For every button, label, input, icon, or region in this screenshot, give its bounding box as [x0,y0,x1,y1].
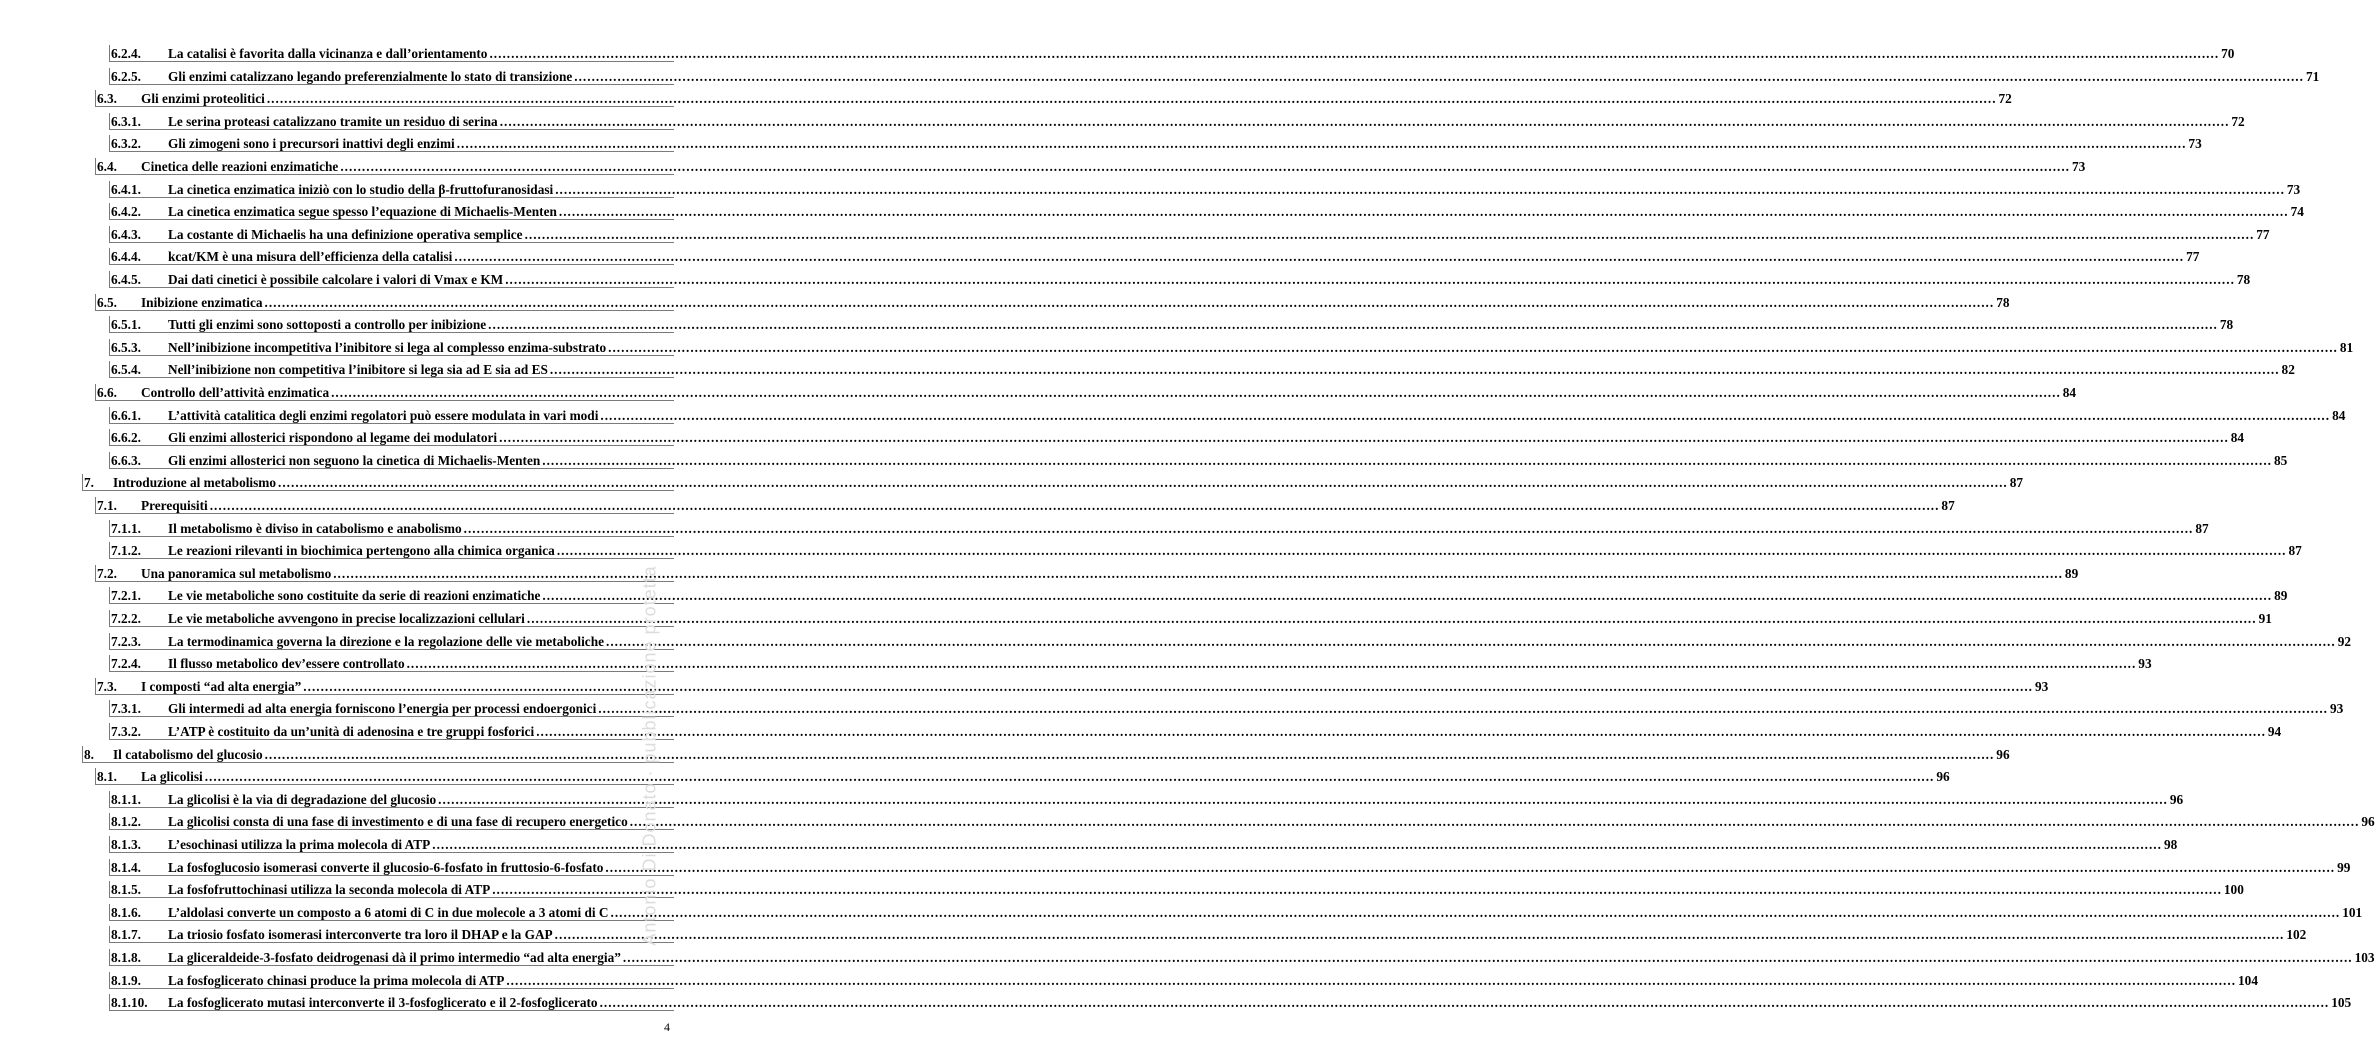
toc-link-edge [109,813,110,830]
toc-dot-leader: ................................................................................................................................................................................................................................................................................................................................................................................................................ [266,91,1997,107]
toc-dot-leader: ................................................................................................................................................................................................................................................................................................................................................................................................................ [556,543,2287,559]
toc-entry[interactable] [111,200,2304,220]
toc-dot-leader: ................................................................................................................................................................................................................................................................................................................................................................................................................ [278,475,2008,491]
toc-entry-page: 77 [2256,226,2270,242]
toc-entry-page: 99 [2337,859,2351,875]
watermark-text: Antonio Di Donato · pubblicazione protetta [639,564,660,946]
toc-entry-number: 8.1.5. [111,882,141,898]
toc-entry-title: La gliceraldeide-3-fosfato deidrogenasi dà il primo intermedio “ad alta energia” [168,950,621,965]
toc-link-edge [95,294,96,311]
toc-entry-page: 91 [2258,611,2272,626]
toc-entry-title: La termodinamica governa la direzione e la regolazione delle vie metaboliche [168,633,605,649]
toc-entry-number: 6.5.1. [111,317,141,333]
toc-link-edge [95,158,96,175]
toc-entry-title: Gli enzimi proteolitici [141,91,265,107]
toc-entry-title: La glicolisi consta di una fase di investimento e di una fase di recupero energetico [168,814,628,830]
toc-dot-leader: ................................................................................................................................................................................................................................................................................................................................................................................................................ [438,791,2168,807]
toc-link-edge [109,655,110,672]
toc-entry[interactable] [111,426,2245,446]
watermark [640,520,660,990]
toc-dot-leader: ................................................................................................................................................................................................................................................................................................................................................................................................................ [303,678,2033,694]
toc-link-edge [109,904,110,921]
toc-link-edge [109,881,110,898]
toc-entry-title: Nell’inibizione incompetitiva l’inibitore si lega al complesso enzima-substrato [168,339,607,355]
toc-entry-title: La fosfoglicerato chinasi produce la prima molecola di ATP [168,972,505,988]
toc-dot-leader: ................................................................................................................................................................................................................................................................................................................................................................................................................ [506,972,2237,988]
toc-entry-page: 93 [2034,678,2049,694]
toc-entry-number: 7.2. [97,565,117,581]
toc-entry[interactable] [97,675,2049,695]
toc-dot-leader: ................................................................................................................................................................................................................................................................................................................................................................................................................ [599,995,2330,1011]
toc-entry-page: 70 [2221,46,2235,61]
toc-dot-leader: ................................................................................................................................................................................................................................................................................................................................................................................................................ [542,588,2273,604]
toc-entry-page: 82 [2281,362,2295,378]
toc-dot-leader: ................................................................................................................................................................................................................................................................................................................................................................................................................ [340,159,2070,174]
toc-link-edge [109,45,110,62]
toc-dot-leader: ................................................................................................................................................................................................................................................................................................................................................................................................................ [606,633,2336,649]
toc-entry-page: 78 [2236,272,2251,287]
toc-entry-page: 74 [2290,204,2304,220]
toc-dot-leader: ................................................................................................................................................................................................................................................................................................................................................................................................................ [526,611,2257,626]
toc-entry-page: 96 [1996,746,2010,762]
toc-entry-page: 84 [2062,385,2077,400]
toc-entry-title: La fosfofruttochinasi utilizza la seconda molecola di ATP [168,882,491,898]
toc-dot-leader: ................................................................................................................................................................................................................................................................................................................................................................................................................ [524,226,2255,242]
toc-entry-number: 7.2.3. [111,633,141,649]
toc-entry-page: 84 [2332,407,2346,423]
toc-entry[interactable] [97,87,2012,107]
toc-entry-title: Il catabolismo del glucosio [113,746,263,762]
toc-entry-title: Dai dati cinetici è possibile calcolare i valori di Vmax e KM [168,272,504,287]
toc-entry-page: 93 [2138,656,2152,672]
toc-link-edge [109,226,110,243]
toc-entry-title: Inibizione enzimatica [141,294,263,310]
toc-entry-number: 6.6.3. [111,452,141,468]
toc-entry-number: 8.1.8. [111,950,141,965]
toc-entry[interactable] [111,720,2282,740]
toc-dot-leader: ................................................................................................................................................................................................................................................................................................................................................................................................................ [558,204,2289,220]
toc-entry[interactable] [84,471,2024,491]
toc-entry-page: 73 [2188,136,2202,152]
toc-entry-page: 85 [2273,452,2288,468]
toc-link-edge [109,452,110,469]
toc-dot-leader: ................................................................................................................................................................................................................................................................................................................................................................................................................ [574,68,2304,84]
toc-link-edge [109,836,110,853]
toc-entry[interactable] [111,901,2363,921]
toc-entry-page: 100 [2223,882,2244,898]
toc-entry-title: L’attività catalitica degli enzimi regolatori può essere modulata in vari modi [168,407,599,423]
toc-entry-number: 6.6.2. [111,430,141,446]
toc-entry-page: 78 [2219,317,2234,333]
toc-dot-leader: ................................................................................................................................................................................................................................................................................................................................................................................................................ [432,837,2162,852]
toc-dot-leader: ................................................................................................................................................................................................................................................................................................................................................................................................................ [608,339,2338,355]
toc-link-edge [109,994,110,1011]
toc-entry[interactable] [97,765,1950,785]
toc-entry-number: 6.4.3. [111,226,141,242]
toc-entry-title: La glicolisi [141,769,203,785]
toc-entry[interactable] [111,539,2302,559]
toc-entry-number: 6.2.4. [111,46,141,61]
toc-dot-leader: ................................................................................................................................................................................................................................................................................................................................................................................................................ [456,136,2187,152]
toc-entry[interactable] [111,833,2178,853]
toc-link-edge [109,68,110,85]
toc-entry-number: 6.6.1. [111,407,141,423]
toc-entry-number: 6.3.1. [111,113,141,129]
toc-entry[interactable] [111,584,2288,604]
toc-entry-title: Tutti gli enzimi sono sottoposti a controllo per inibizione [168,317,487,333]
toc-entry-title: La fosfoglicerato mutasi interconverte il 3-fosfoglicerato e il 2-fosfoglicerato [168,995,598,1011]
toc-entry-title: Le vie metaboliche sono costituite da serie di reazioni enzimatiche [168,588,541,604]
toc-link-edge [109,926,110,943]
page-number: 4 [664,1020,670,1034]
toc-dot-leader: ................................................................................................................................................................................................................................................................................................................................................................................................................ [333,565,2063,581]
toc-entry[interactable] [111,336,2354,356]
toc-entry-page: 73 [2286,181,2301,197]
toc-entry-number: 8.1.1. [111,791,141,807]
toc-dot-leader: ................................................................................................................................................................................................................................................................................................................................................................................................................ [463,520,2194,536]
toc-dot-leader: ................................................................................................................................................................................................................................................................................................................................................................................................................ [488,317,2218,333]
toc-entry-title: Gli enzimi catalizzano legando preferenzialmente lo stato di transizione [168,68,573,84]
toc-entry[interactable] [111,449,2288,469]
toc-link-edge [109,520,110,537]
toc-entry-title: Introduzione al metabolismo [113,475,277,491]
toc-link-edge [109,542,110,559]
toc-entry-number: 8. [84,746,94,762]
toc-entry-title: Il metabolismo è diviso in catabolismo e anabolismo [168,520,462,536]
toc-entry-number: 7.3.2. [111,724,141,739]
toc-link-edge [95,384,96,401]
toc-entry[interactable] [111,878,2244,898]
toc-dot-leader: ................................................................................................................................................................................................................................................................................................................................................................................................................ [622,950,2353,965]
toc-entry[interactable] [111,42,2235,62]
toc-entry-title: Il flusso metabolico dev’essere controllato [168,656,405,672]
toc-entry-number: 6.5.4. [111,362,141,378]
toc-entry-page: 101 [2342,904,2363,920]
toc-entry[interactable] [111,178,2301,198]
toc-entry[interactable] [111,404,2346,424]
toc-dot-leader: ................................................................................................................................................................................................................................................................................................................................................................................................................ [549,362,2280,378]
toc-entry[interactable] [111,991,2352,1011]
toc-entry-number: 7. [84,475,94,491]
toc-link-edge [82,746,83,763]
toc-entry-title: Le serina proteasi catalizzano tramite un residuo di serina [168,113,498,129]
toc-entry[interactable] [97,291,2010,311]
toc-entry[interactable] [111,358,2295,378]
toc-link-edge [82,474,83,491]
toc-dot-leader: ................................................................................................................................................................................................................................................................................................................................................................................................................ [264,746,1995,762]
toc-link-edge [109,271,110,288]
toc-entry-title: Prerequisiti [141,498,208,513]
toc-entry[interactable] [111,923,2307,943]
toc-entry-number: 7.1.2. [111,543,141,559]
toc-dot-leader: ................................................................................................................................................................................................................................................................................................................................................................................................................ [499,113,2230,129]
toc-entry-number: 6.3. [97,91,117,107]
toc-entry-page: 87 [1941,498,1955,513]
toc-dot-leader: ................................................................................................................................................................................................................................................................................................................................................................................................................ [555,181,2285,197]
toc-entry-page: 94 [2267,724,2282,739]
toc-entry-number: 7.3. [97,678,117,694]
toc-link-edge [109,791,110,808]
toc-dot-leader: ................................................................................................................................................................................................................................................................................................................................................................................................................ [598,701,2328,717]
toc-entry-number: 7.2.2. [111,611,141,626]
toc-link-edge [109,135,110,152]
toc-entry-number: 6.4. [97,159,117,174]
toc-entry-number: 6.3.2. [111,136,141,152]
toc-entry-title: Gli enzimi allosterici non seguono la cinetica di Michaelis-Menten [168,452,541,468]
toc-entry-number: 6.5. [97,294,117,310]
toc-entry-number: 7.3.1. [111,701,141,717]
toc-entry[interactable] [84,743,2010,763]
toc-entry-page: 89 [2064,565,2079,581]
toc-link-edge [109,587,110,604]
toc-dot-leader: ................................................................................................................................................................................................................................................................................................................................................................................................................ [629,814,2360,830]
toc-entry-number: 6.4.5. [111,272,141,287]
toc-dot-leader: ................................................................................................................................................................................................................................................................................................................................................................................................................ [600,407,2331,423]
toc-link-edge [109,181,110,198]
toc-entry[interactable] [111,245,2200,265]
toc-link-edge [109,633,110,650]
toc-entry-number: 8.1.7. [111,927,141,943]
toc-entry-page: 96 [1936,769,1950,785]
toc-entry-title: La triosio fosfato isomerasi interconverte tra loro il DHAP e la GAP [168,927,553,943]
toc-entry-number: 8.1.2. [111,814,141,830]
toc-entry[interactable] [97,155,2086,175]
toc-entry-title: Una panoramica sul metabolismo [141,565,332,581]
toc-link-edge [109,407,110,424]
toc-entry-page: 81 [2339,339,2354,355]
toc-entry[interactable] [111,110,2245,130]
toc-link-edge [109,316,110,333]
toc-dot-leader: ................................................................................................................................................................................................................................................................................................................................................................................................................ [492,882,2222,898]
toc-entry-title: Gli zimogeni sono i precursori inattivi degli enzimi [168,136,455,152]
toc-link-edge [95,678,96,695]
toc-entry[interactable] [111,65,2320,85]
toc-entry-page: 78 [1996,294,2010,310]
toc-entry-number: 8.1.3. [111,837,141,852]
toc-link-edge [95,768,96,785]
toc-entry[interactable] [111,946,2375,966]
toc-dot-leader: ................................................................................................................................................................................................................................................................................................................................................................................................................ [536,724,2266,739]
toc-entry-number: 8.1.10. [111,995,148,1011]
toc-entry-page: 103 [2354,950,2375,965]
toc-entry-number: 6.4.4. [111,249,141,265]
toc-entry-page: 102 [2286,927,2307,943]
toc-entry[interactable] [111,810,2375,830]
toc-entry-page: 92 [2337,633,2351,649]
toc-entry-title: La fosfoglucosio isomerasi converte il glucosio-6-fosfato in fruttosio-6-fosfato [168,859,604,875]
toc-dot-leader: ................................................................................................................................................................................................................................................................................................................................................................................................................ [264,294,1995,310]
toc-entry[interactable] [97,494,1955,514]
toc-dot-leader: ................................................................................................................................................................................................................................................................................................................................................................................................................ [454,249,2185,265]
toc-entry-title: Le reazioni rilevanti in biochimica pertengono alla chimica organica [168,543,555,559]
toc-entry-title: La cinetica enzimatica iniziò con lo studio della β-fruttofuranosidasi [168,181,554,197]
toc-dot-leader: ................................................................................................................................................................................................................................................................................................................................................................................................................ [331,385,2061,400]
toc-link-edge [109,203,110,220]
toc-link-edge [109,949,110,966]
toc-dot-leader: ................................................................................................................................................................................................................................................................................................................................................................................................................ [406,656,2137,672]
toc-entry-title: Controllo dell’attività enzimatica [141,385,330,400]
toc-link-edge [95,565,96,582]
toc-entry[interactable] [111,856,2351,876]
toc-link-edge [109,610,110,627]
toc-link-edge [109,859,110,876]
toc-dot-leader: ................................................................................................................................................................................................................................................................................................................................................................................................................ [204,769,1935,785]
toc-entry-number: 7.2.1. [111,588,141,604]
toc-entry[interactable] [111,132,2202,152]
toc-entry[interactable] [111,652,2152,672]
toc-dot-leader: ................................................................................................................................................................................................................................................................................................................................................................................................................ [554,927,2285,943]
toc-entry[interactable] [111,313,2234,333]
toc-entry-title: L’ATP è costituito da un’unità di adenosina e tre gruppi fosforici [168,724,535,739]
toc-entry-page: 87 [2009,475,2024,491]
toc-entry-number: 6.2.5. [111,68,141,84]
toc-dot-leader: ................................................................................................................................................................................................................................................................................................................................................................................................................ [542,452,2272,468]
toc-entry[interactable] [111,788,2184,808]
toc-entry-title: Le vie metaboliche avvengono in precise localizzazioni cellulari [168,611,525,626]
toc-entry[interactable] [111,517,2209,537]
toc-entry-page: 73 [2072,159,2086,174]
toc-entry-page: 71 [2305,68,2320,84]
toc-entry-title: La glicolisi è la via di degradazione del glucosio [168,791,437,807]
toc-dot-leader: ................................................................................................................................................................................................................................................................................................................................................................................................................ [505,272,2235,287]
toc-link-edge [109,113,110,130]
toc-dot-leader: ................................................................................................................................................................................................................................................................................................................................................................................................................ [610,904,2341,920]
toc-entry[interactable] [97,562,2079,582]
toc-entry-number: 6.4.1. [111,181,141,197]
toc-dot-leader: ................................................................................................................................................................................................................................................................................................................................................................................................................ [209,498,1940,513]
toc-entry[interactable] [111,697,2344,717]
toc-entry-number: 8.1.4. [111,859,141,875]
toc-entry-page: 93 [2329,701,2344,717]
toc-entry-title: I composti “ad alta energia” [141,678,302,694]
toc-entry-number: 6.5.3. [111,339,141,355]
toc-entry-title: Gli enzimi allosterici rispondono al legame dei modulatori [168,430,498,446]
toc-entry-number: 6.6. [97,385,117,400]
toc-link-edge [109,429,110,446]
toc-entry-page: 98 [2163,837,2178,852]
toc-entry-page: 105 [2331,995,2352,1011]
toc-entry-page: 96 [2169,791,2184,807]
toc-entry-number: 8.1.9. [111,972,141,988]
toc-entry[interactable] [111,268,2251,288]
toc-entry-number: 8.1.6. [111,904,141,920]
toc-entry-page: 84 [2230,430,2245,446]
toc-entry-page: 87 [2195,520,2209,536]
toc-entry-title: L’aldolasi converte un composto a 6 atomi di C in due molecole a 3 atomi di C [168,904,609,920]
toc-link-edge [109,700,110,717]
toc-entry-title: Nell’inibizione non competitiva l’inibitore si lega sia ad E sia ad ES [168,362,548,378]
toc-entry-title: La cinetica enzimatica segue spesso l’equazione di Michaelis-Menten [168,204,557,220]
toc-link-edge [109,361,110,378]
toc-dot-leader: ................................................................................................................................................................................................................................................................................................................................................................................................................ [489,46,2220,61]
toc-link-edge [95,497,96,514]
toc-entry-page: 96 [2361,814,2375,830]
toc-entry-page: 104 [2238,972,2258,988]
toc-entry-page: 89 [2274,588,2288,604]
toc-dot-leader: ................................................................................................................................................................................................................................................................................................................................................................................................................ [605,859,2336,875]
toc-entry-number: 6.4.2. [111,204,141,220]
toc-entry[interactable] [111,223,2270,243]
toc-link-edge [109,723,110,740]
toc-entry-title: kcat/KM è una misura dell’efficienza della catalisi [168,249,453,265]
toc-entry-number: 7.2.4. [111,656,141,672]
toc-link-edge [109,248,110,265]
toc-entry-title: Cinetica delle reazioni enzimatiche [141,159,339,174]
toc-entry-title: L’esochinasi utilizza la prima molecola di ATP [168,837,431,852]
toc-dot-leader: ................................................................................................................................................................................................................................................................................................................................................................................................................ [499,430,2229,446]
toc-entry-title: Gli intermedi ad alta energia forniscono l’energia per processi endoergonici [168,701,597,717]
toc-entry[interactable] [111,630,2351,650]
toc-entry-page: 72 [1998,91,2012,107]
toc-entry-number: 7.1.1. [111,520,141,536]
toc-entry-title: La costante di Michaelis ha una definizione operativa semplice [168,226,523,242]
toc-entry-page: 77 [2186,249,2200,265]
toc-entry-page: 87 [2288,543,2302,559]
toc-entry-number: 8.1. [97,769,117,785]
toc-entry-title: La catalisi è favorita dalla vicinanza e dall’orientamento [168,46,488,61]
toc-entry-page: 72 [2231,113,2245,129]
toc-entry-number: 7.1. [97,498,117,513]
toc-entry[interactable] [97,381,2077,401]
toc-link-edge [109,339,110,356]
toc-entry[interactable] [111,607,2272,627]
toc-entry[interactable] [111,969,2258,989]
toc-link-edge [95,90,96,107]
toc-link-edge [109,972,110,989]
